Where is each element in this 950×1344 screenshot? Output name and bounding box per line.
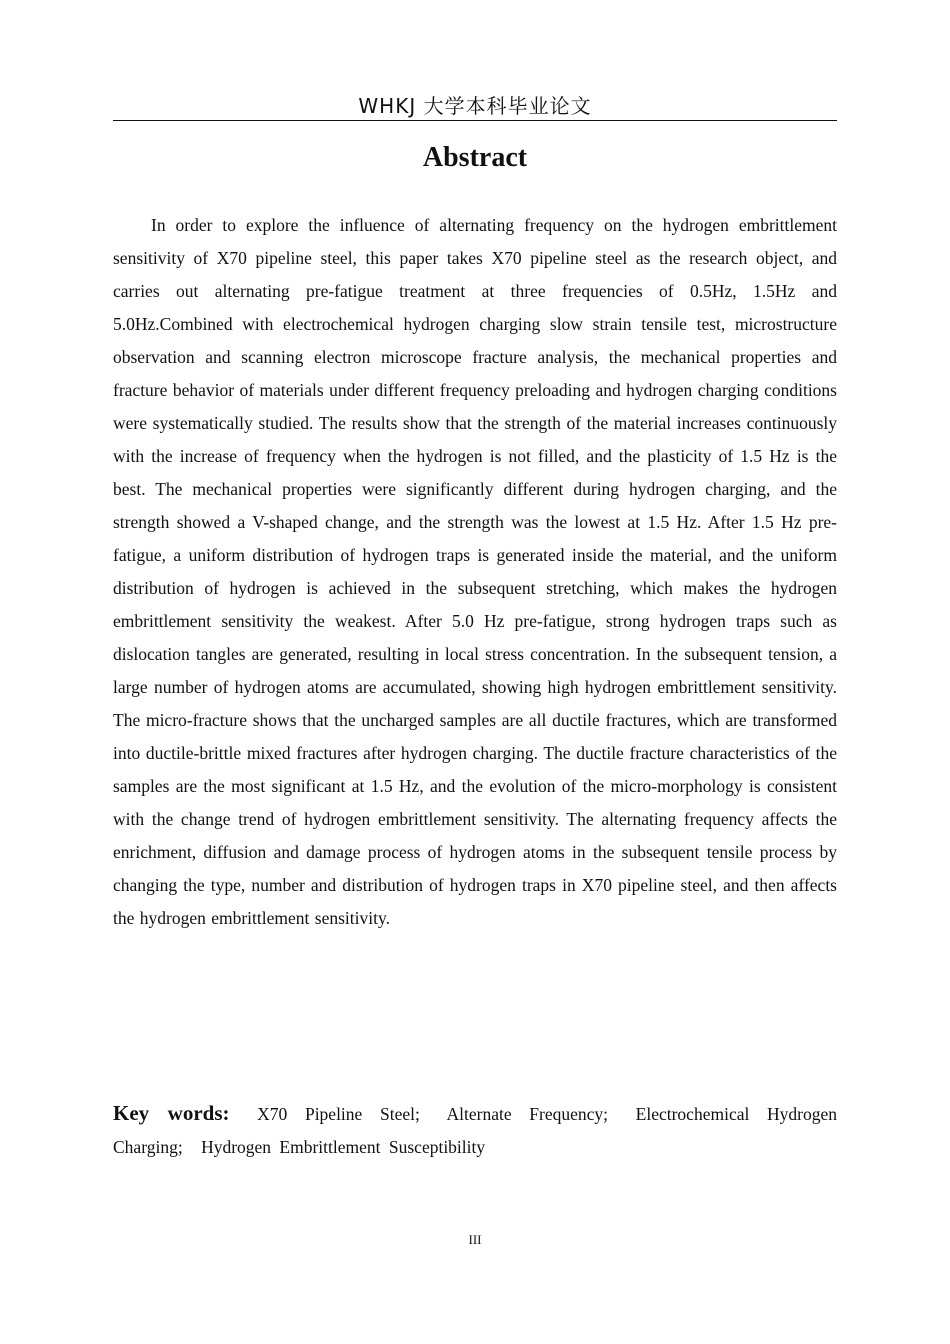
page-number: III [468, 1232, 482, 1247]
keywords-label: Key words: [113, 1101, 230, 1125]
keyword-item: Electrochemical Hydrogen Charging; [113, 1104, 837, 1157]
abstract-body: In order to explore the influence of alternating frequency on the hydrogen embrittlement sensitivity of X70 pipeline steel, this paper takes X70 pipeline steel as the research object, and carries out alternating pre-fatigue treatment at three frequencies of 0.5Hz, 1.5Hz and 5.0Hz.Combined with electrochemical hydrogen charging slow strain tensile test, microstructure observation and scanning electron microscope fracture analysis, the mechanical properties and fracture behavior of materials under different frequency preloading and hydrogen charging conditions were systematically studied. The results show that the strength of the material increases continuously with the increase of frequency when the hydrogen is not filled, and the plasticity of 1.5 Hz is the best. The mechanical properties were significantly different during hydrogen charging, and the strength showed a V-shaped change, and the strength was the lowest at 1.5 Hz. After 1.5 Hz pre-fatigue, a uniform distribution of hydrogen traps is generated inside the material, and the uniform distribution of hydrogen is achieved in the subsequent stretching, which makes the hydrogen embrittlement sensitivity the weakest. After 5.0 Hz pre-fatigue, strong hydrogen traps such as dislocation tangles are generated, resulting in local stress concentration. In the subsequent tension, a large number of hydrogen atoms are accumulated, showing high hydrogen embrittlement sensitivity. The micro-fracture shows that the uncharged samples are all ductile fractures, which are transformed into ductile-brittle mixed fractures after hydrogen charging. The ductile fracture characteristics of the samples are the most significant at 1.5 Hz, and the evolution of the micro-morphology is consistent with the change trend of hydrogen embrittlement sensitivity. The alternating frequency affects the enrichment, diffusion and damage process of hydrogen atoms in the subsequent tensile process by changing the type, number and distribution of hydrogen traps in X70 pipeline steel, and then affects the hydrogen embrittlement sensitivity. [113, 215, 837, 928]
keyword-item: Hydrogen Embrittlement Susceptibility [201, 1137, 486, 1157]
keyword-item: X70 Pipeline Steel; [257, 1104, 420, 1124]
abstract-title: Abstract [422, 142, 528, 173]
keywords-paragraph [113, 1097, 837, 1164]
running-header: WHKJ 大学本科毕业论文 [358, 94, 592, 118]
keyword-item: Alternate Frequency; [446, 1104, 608, 1124]
header-rule [113, 120, 837, 121]
